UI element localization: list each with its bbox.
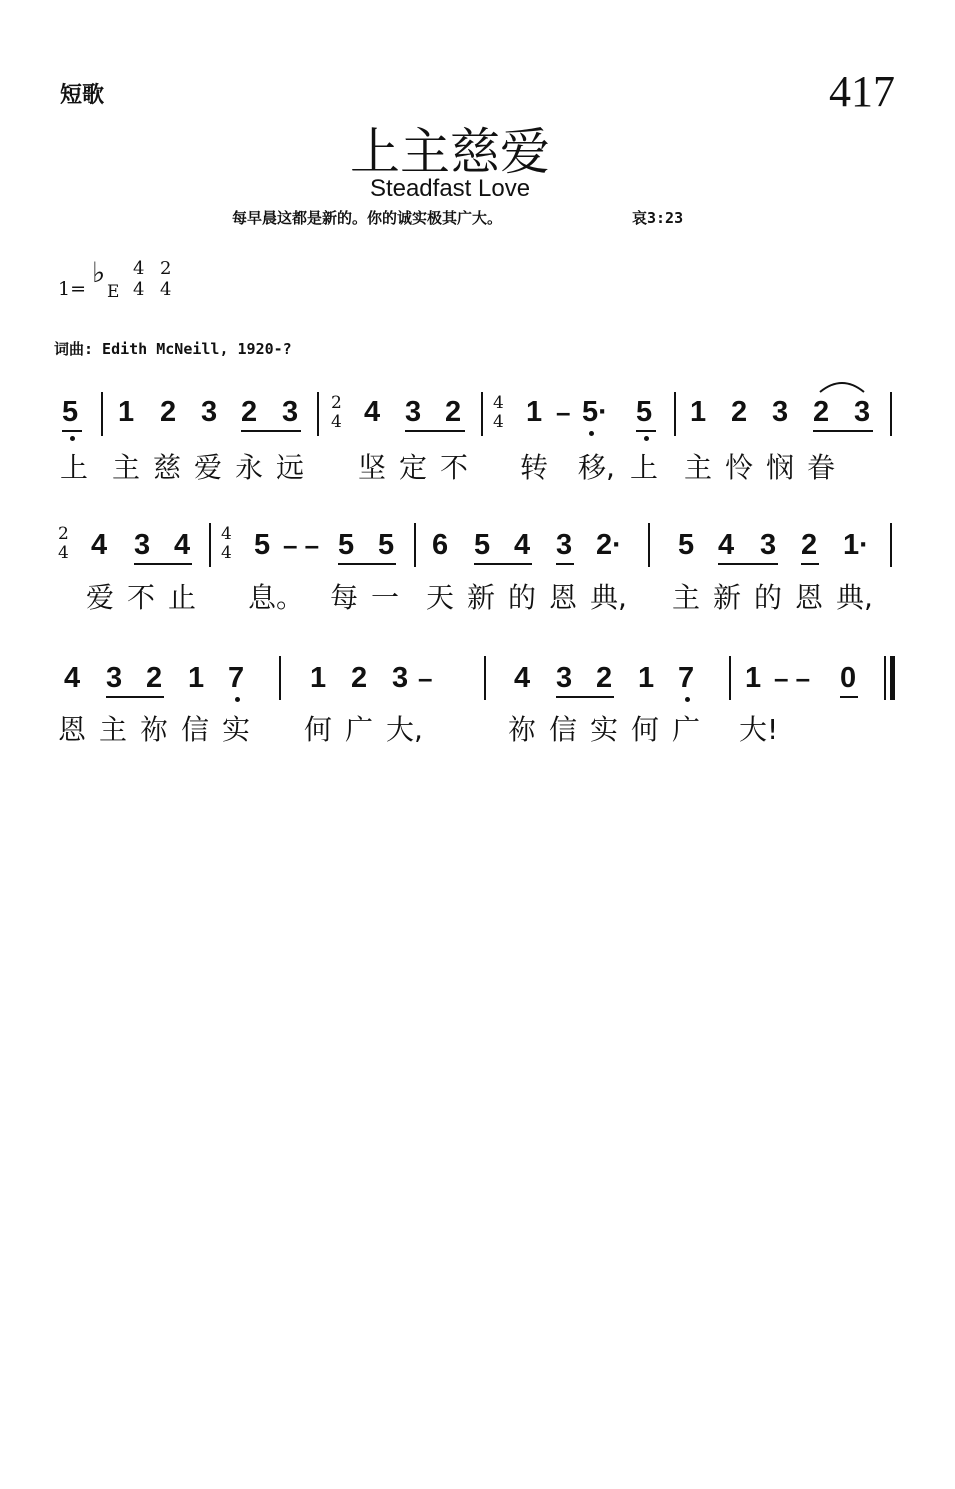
lyric: 主	[99, 713, 128, 746]
underline	[134, 563, 192, 565]
lyric: 转	[520, 451, 549, 484]
note: 3	[556, 662, 573, 694]
note: 1	[118, 396, 135, 428]
time-signature-bottom: 4	[331, 412, 342, 432]
lyric: 慈	[153, 451, 182, 484]
time-signature-4-4	[493, 394, 504, 432]
lyric: 息。	[248, 581, 305, 614]
lyric: 定	[399, 451, 428, 484]
time-signature-2-4	[331, 394, 342, 432]
flat-sign: ♭	[92, 256, 106, 289]
lyric: 怜	[725, 451, 754, 484]
bar-line	[674, 392, 676, 436]
time-signature-bottom: 4	[493, 412, 504, 432]
time-signature-top: 2	[331, 393, 342, 413]
note: 4	[174, 529, 191, 561]
time-signature-bottom: 4	[58, 543, 69, 563]
lyric: 上	[630, 451, 659, 484]
scripture-reference: 哀3:23	[632, 209, 684, 227]
lyric: 新	[467, 581, 496, 614]
underline	[556, 696, 614, 698]
final-bar-thin	[884, 656, 886, 700]
bar-line	[890, 523, 892, 567]
key-letter: E	[107, 282, 120, 302]
lyric: 祢	[140, 713, 169, 746]
note: 4	[91, 529, 108, 561]
lyric: 大!	[739, 713, 779, 746]
lyric: 信	[181, 713, 210, 746]
note: 3	[556, 529, 573, 561]
note: 2	[241, 396, 258, 428]
dash: – –	[283, 530, 320, 560]
lyric: 不	[440, 451, 469, 484]
dash: –	[556, 397, 571, 427]
hymn-number: 417	[829, 67, 895, 116]
note: 5	[338, 529, 355, 561]
lyric: 典,	[590, 581, 627, 614]
bar-line	[101, 392, 103, 436]
lyric: 远	[276, 451, 305, 484]
note: 5	[378, 529, 395, 561]
lyric: 的	[754, 581, 783, 614]
note: 2	[160, 396, 177, 428]
bar-line	[484, 656, 486, 700]
underline	[474, 563, 532, 565]
note: 3	[106, 662, 123, 694]
note: 5·	[582, 396, 608, 428]
bar-line	[209, 523, 211, 567]
note: 2	[731, 396, 748, 428]
underline	[636, 430, 656, 432]
lyric: 何	[631, 713, 660, 746]
slur-mark	[818, 378, 866, 394]
note: 7	[678, 662, 695, 694]
low-octave-dot	[644, 436, 649, 441]
page-title: 上主慈爱	[350, 123, 550, 181]
lyric: 爱	[194, 451, 223, 484]
underline	[801, 563, 819, 565]
category-label: 短歌	[60, 82, 105, 108]
lyric: 止	[168, 581, 197, 614]
lyric: 每	[330, 581, 359, 614]
note: 4	[64, 662, 81, 694]
note: 3	[405, 396, 422, 428]
time-signature-top: 2	[160, 258, 172, 279]
bar-line	[317, 392, 319, 436]
low-octave-dot	[70, 436, 75, 441]
note: 4	[364, 396, 381, 428]
scripture-verse: 每早晨这都是新的。你的诚实极其广大。	[232, 209, 503, 227]
dash: –	[418, 663, 433, 693]
note: 3	[760, 529, 777, 561]
lyric: 永	[235, 451, 264, 484]
lyric: 爱	[86, 581, 115, 614]
lyric: 信	[549, 713, 578, 746]
note: 5	[254, 529, 271, 561]
dash: – –	[774, 663, 811, 693]
lyric: 不	[127, 581, 156, 614]
note: 1	[188, 662, 205, 694]
note: 3	[134, 529, 151, 561]
lyric: 主	[672, 581, 701, 614]
note: 2	[445, 396, 462, 428]
bar-line	[648, 523, 650, 567]
time-signature-bottom: 4	[221, 543, 232, 563]
time-signature-2-4	[160, 258, 171, 300]
lyric: 广	[672, 713, 701, 746]
lyric: 广	[345, 713, 374, 746]
underline	[241, 430, 301, 432]
underline	[840, 696, 858, 698]
english-subtitle: Steadfast Love	[369, 175, 531, 202]
low-octave-dot	[685, 697, 690, 702]
lyric: 实	[590, 713, 619, 746]
low-octave-dot	[589, 431, 594, 436]
lyric: 上	[60, 451, 89, 484]
lyric: 移,	[578, 451, 615, 484]
note: 2	[596, 662, 613, 694]
time-signature-4-4	[221, 525, 232, 563]
time-signature-top: 4	[133, 258, 145, 279]
time-signature-top: 4	[221, 524, 232, 544]
note: 1	[310, 662, 327, 694]
lyric: 祢	[508, 713, 537, 746]
bar-line	[729, 656, 731, 700]
note: 5	[636, 396, 653, 428]
bar-line	[279, 656, 281, 700]
note: 3	[392, 662, 409, 694]
note: 3	[201, 396, 218, 428]
time-signature-2-4	[58, 525, 69, 563]
note: 3	[772, 396, 789, 428]
note: 2·	[596, 529, 622, 561]
underline	[813, 430, 873, 432]
note: 2	[351, 662, 368, 694]
lyric: 大,	[386, 713, 423, 746]
time-signature-4-4	[133, 258, 144, 300]
note: 1·	[843, 529, 869, 561]
lyric: 典,	[836, 581, 873, 614]
lyric: 何	[304, 713, 333, 746]
lyric: 一	[371, 581, 400, 614]
lyric: 恩	[549, 581, 578, 614]
note: 2	[146, 662, 163, 694]
lyric: 主	[112, 451, 141, 484]
time-signature-top: 4	[493, 393, 504, 413]
time-signature-bottom: 4	[160, 279, 172, 300]
lyric: 悯	[766, 451, 795, 484]
underline	[718, 563, 778, 565]
note: 0	[840, 662, 857, 694]
note: 7	[228, 662, 245, 694]
underline	[556, 563, 574, 565]
note: 1	[526, 396, 543, 428]
underline	[106, 696, 164, 698]
lyric: 的	[508, 581, 537, 614]
lyric: 眷	[807, 451, 836, 484]
note: 1	[690, 396, 707, 428]
note: 5	[62, 396, 79, 428]
bar-line	[414, 523, 416, 567]
lyric: 恩	[795, 581, 824, 614]
bar-line	[890, 392, 892, 436]
bar-line	[481, 392, 483, 436]
key-prefix: 1=	[58, 278, 87, 300]
lyric: 实	[222, 713, 251, 746]
lyric: 新	[713, 581, 742, 614]
underline	[62, 430, 82, 432]
lyric: 恩	[58, 713, 87, 746]
lyric: 坚	[358, 451, 387, 484]
final-bar-thick	[890, 656, 895, 700]
lyric: 主	[684, 451, 713, 484]
low-octave-dot	[235, 697, 240, 702]
note: 2	[801, 529, 818, 561]
note: 4	[514, 662, 531, 694]
lyric: 天	[426, 581, 455, 614]
note: 1	[638, 662, 655, 694]
note: 2	[813, 396, 830, 428]
note: 5	[474, 529, 491, 561]
note: 3	[282, 396, 299, 428]
underline	[338, 563, 396, 565]
note: 5	[678, 529, 695, 561]
note: 1	[745, 662, 762, 694]
time-signature-bottom: 4	[133, 279, 145, 300]
note: 4	[718, 529, 735, 561]
note: 6	[432, 529, 449, 561]
note: 3	[854, 396, 871, 428]
time-signature-top: 2	[58, 524, 69, 544]
credits: 词曲: Edith McNeill, 1920-?	[54, 340, 292, 358]
underline	[405, 430, 465, 432]
note: 4	[514, 529, 531, 561]
